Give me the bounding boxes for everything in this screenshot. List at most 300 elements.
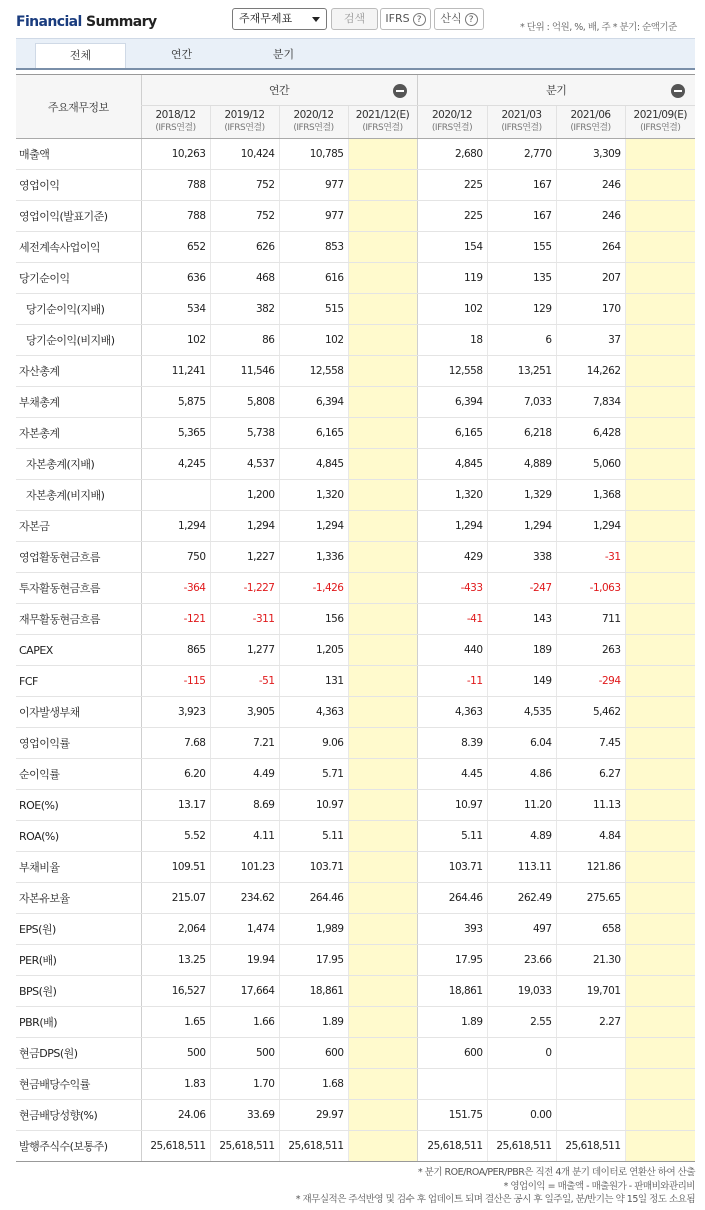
table-cell: 6,428 xyxy=(556,418,625,449)
table-cell: 0 xyxy=(487,1038,556,1069)
table-cell: 5.71 xyxy=(279,759,348,790)
row-label: EPS(원) xyxy=(16,914,141,945)
table-cell: 2.27 xyxy=(556,1007,625,1038)
table-cell: 25,618,511 xyxy=(279,1131,348,1162)
row-label: 당기순이익(비지배) xyxy=(16,325,141,356)
column-period: 2021/06 xyxy=(570,109,611,121)
table-cell: 109.51 xyxy=(141,852,210,883)
table-cell: 1,294 xyxy=(556,511,625,542)
row-label: 자본총계(비지배) xyxy=(16,480,141,511)
table-cell: -121 xyxy=(141,604,210,635)
table-cell: 6.04 xyxy=(487,728,556,759)
table-row xyxy=(16,852,695,883)
table-cell: 25,618,511 xyxy=(210,1131,279,1162)
table-cell xyxy=(348,821,417,852)
table-cell xyxy=(348,263,417,294)
table-cell: 33.69 xyxy=(210,1100,279,1131)
table-cell: 263 xyxy=(556,635,625,666)
table-cell xyxy=(625,511,695,542)
table-cell xyxy=(348,511,417,542)
table-cell: 5.11 xyxy=(279,821,348,852)
table-row xyxy=(16,356,695,387)
column-header xyxy=(625,106,695,139)
table-row xyxy=(16,945,695,976)
table-cell: -1,227 xyxy=(210,573,279,604)
table-cell: 17.95 xyxy=(417,945,487,976)
table-cell: 189 xyxy=(487,635,556,666)
table-cell xyxy=(348,1100,417,1131)
table-cell xyxy=(556,1038,625,1069)
table-cell: 1.89 xyxy=(279,1007,348,1038)
table-cell: 1,320 xyxy=(417,480,487,511)
table-cell: 1.66 xyxy=(210,1007,279,1038)
table-cell: 752 xyxy=(210,201,279,232)
row-label: ROE(%) xyxy=(16,790,141,821)
table-cell: 215.07 xyxy=(141,883,210,914)
table-cell: 151.75 xyxy=(417,1100,487,1131)
table-row xyxy=(16,1038,695,1069)
table-cell: 1.65 xyxy=(141,1007,210,1038)
table-cell xyxy=(348,976,417,1007)
table-cell: -433 xyxy=(417,573,487,604)
table-cell: 86 xyxy=(210,325,279,356)
question-icon: ? xyxy=(465,13,478,26)
table-cell xyxy=(348,852,417,883)
table-cell xyxy=(625,449,695,480)
table-cell: 468 xyxy=(210,263,279,294)
table-cell: 149 xyxy=(487,666,556,697)
table-cell: 4.11 xyxy=(210,821,279,852)
table-row xyxy=(16,635,695,666)
tab-all[interactable] xyxy=(35,43,126,70)
table-cell: 6,218 xyxy=(487,418,556,449)
table-cell: 4,845 xyxy=(417,449,487,480)
table-cell xyxy=(556,1100,625,1131)
table-cell xyxy=(625,1069,695,1100)
table-cell xyxy=(625,170,695,201)
table-cell xyxy=(348,945,417,976)
table-cell: 3,923 xyxy=(141,697,210,728)
formula-label: 산식 xyxy=(440,12,462,25)
table-cell: 11,241 xyxy=(141,356,210,387)
table-cell: 1.89 xyxy=(417,1007,487,1038)
table-cell: 19,701 xyxy=(556,976,625,1007)
footnote: * 재무실적은 주석반영 및 검수 후 업데이트 되며 결산은 공시 후 일주일, 분/반기는 약 15일 정도 소요됨 xyxy=(295,1194,695,1205)
table-cell: 19.94 xyxy=(210,945,279,976)
table-cell: 103.71 xyxy=(279,852,348,883)
column-period: 2018/12 xyxy=(155,109,196,121)
statement-type-value: 주재무제표 xyxy=(239,12,293,25)
table-cell: 600 xyxy=(417,1038,487,1069)
footnotes xyxy=(296,1166,695,1207)
summary-header xyxy=(0,0,705,38)
table-cell: 4,363 xyxy=(417,697,487,728)
statement-type-select[interactable] xyxy=(232,8,327,30)
table-cell: 7.45 xyxy=(556,728,625,759)
table-cell: 5,875 xyxy=(141,387,210,418)
table-cell xyxy=(625,480,695,511)
question-icon: ? xyxy=(413,13,426,26)
row-label: 현금DPS(원) xyxy=(16,1038,141,1069)
table-cell: 246 xyxy=(556,201,625,232)
table-cell: 1.68 xyxy=(279,1069,348,1100)
quarter-group-header xyxy=(417,75,695,106)
table-cell: -41 xyxy=(417,604,487,635)
table-cell xyxy=(487,1069,556,1100)
table-cell: 264 xyxy=(556,232,625,263)
table-row xyxy=(16,480,695,511)
row-label: BPS(원) xyxy=(16,976,141,1007)
table-cell: 977 xyxy=(279,170,348,201)
table-cell xyxy=(625,139,695,170)
table-cell: 11,546 xyxy=(210,356,279,387)
table-cell: 7,834 xyxy=(556,387,625,418)
table-row xyxy=(16,666,695,697)
table-cell xyxy=(348,418,417,449)
table-cell: 6 xyxy=(487,325,556,356)
table-cell xyxy=(625,356,695,387)
table-cell: 17,664 xyxy=(210,976,279,1007)
table-cell: 4.89 xyxy=(487,821,556,852)
table-cell xyxy=(625,852,695,883)
column-subtitle: (IFRS연결) xyxy=(224,123,265,133)
table-cell xyxy=(348,635,417,666)
table-cell xyxy=(625,1100,695,1131)
row-label: 세전계속사업이익 xyxy=(16,232,141,263)
table-cell xyxy=(625,976,695,1007)
table-cell: 1,294 xyxy=(210,511,279,542)
table-cell xyxy=(348,790,417,821)
table-cell: 4.86 xyxy=(487,759,556,790)
ifrs-help-button[interactable] xyxy=(380,8,431,30)
table-cell: 788 xyxy=(141,170,210,201)
row-label: 발행주식수(보통주) xyxy=(16,1131,141,1162)
table-cell: 500 xyxy=(210,1038,279,1069)
annual-group-header xyxy=(141,75,417,106)
table-cell: 429 xyxy=(417,542,487,573)
table-row xyxy=(16,759,695,790)
collapse-icon[interactable] xyxy=(671,84,685,98)
table-cell: 534 xyxy=(141,294,210,325)
table-cell xyxy=(417,1069,487,1100)
tab-label: 전체 xyxy=(69,49,92,62)
table-row xyxy=(16,1100,695,1131)
table-cell: 13,251 xyxy=(487,356,556,387)
row-label: CAPEX xyxy=(16,635,141,666)
column-header xyxy=(348,106,417,139)
row-label: 영업활동현금흐름 xyxy=(16,542,141,573)
row-label: 영업이익 xyxy=(16,170,141,201)
table-cell: -364 xyxy=(141,573,210,604)
table-cell: 23.66 xyxy=(487,945,556,976)
table-cell xyxy=(625,263,695,294)
table-cell xyxy=(348,759,417,790)
table-cell: 7.68 xyxy=(141,728,210,759)
table-cell: 5,808 xyxy=(210,387,279,418)
table-cell: 18 xyxy=(417,325,487,356)
table-cell: 497 xyxy=(487,914,556,945)
table-cell: 25,618,511 xyxy=(417,1131,487,1162)
collapse-icon[interactable] xyxy=(393,84,407,98)
row-label: 부채총계 xyxy=(16,387,141,418)
table-cell: 658 xyxy=(556,914,625,945)
table-cell: 102 xyxy=(417,294,487,325)
table-cell: 10.97 xyxy=(279,790,348,821)
table-cell: 652 xyxy=(141,232,210,263)
table-cell: 154 xyxy=(417,232,487,263)
column-subtitle: (IFRS연결) xyxy=(431,123,473,133)
table-row xyxy=(16,728,695,759)
table-cell xyxy=(625,759,695,790)
row-label: 이자발생부채 xyxy=(16,697,141,728)
main-label-header: 주요재무정보 xyxy=(16,75,141,139)
table-cell: 788 xyxy=(141,201,210,232)
table-cell: 2,680 xyxy=(417,139,487,170)
column-subtitle: (IFRS연결) xyxy=(570,123,611,133)
table-cell: 13.17 xyxy=(141,790,210,821)
row-label: 자본총계 xyxy=(16,418,141,449)
table-cell: 5,365 xyxy=(141,418,210,449)
table-cell: 156 xyxy=(279,604,348,635)
tab-quarterly[interactable] xyxy=(238,43,329,69)
table-cell: 10,263 xyxy=(141,139,210,170)
table-cell: 14,262 xyxy=(556,356,625,387)
table-cell: 10,785 xyxy=(279,139,348,170)
table-cell: 18,861 xyxy=(279,976,348,1007)
table-cell: 25,618,511 xyxy=(556,1131,625,1162)
table-cell: 6,165 xyxy=(279,418,348,449)
table-cell: 750 xyxy=(141,542,210,573)
table-cell: 500 xyxy=(141,1038,210,1069)
table-row xyxy=(16,790,695,821)
table-cell: 1,320 xyxy=(279,480,348,511)
table-cell: 6,394 xyxy=(417,387,487,418)
table-cell xyxy=(348,604,417,635)
table-cell: 1,474 xyxy=(210,914,279,945)
table-cell: 121.86 xyxy=(556,852,625,883)
table-cell xyxy=(625,604,695,635)
footnote: * 분기 ROE/ROA/PER/PBR은 직전 4개 분기 데이터로 연환산 하여 산출 xyxy=(417,1167,695,1178)
table-row xyxy=(16,914,695,945)
table-cell xyxy=(348,325,417,356)
table-cell xyxy=(348,573,417,604)
table-cell: 711 xyxy=(556,604,625,635)
table-cell: 853 xyxy=(279,232,348,263)
table-cell: 225 xyxy=(417,170,487,201)
table-cell: 170 xyxy=(556,294,625,325)
table-cell: 5,738 xyxy=(210,418,279,449)
table-cell: 4,537 xyxy=(210,449,279,480)
table-cell: 6.20 xyxy=(141,759,210,790)
table-cell: 626 xyxy=(210,232,279,263)
footnote: * 영업이익 = 매출액 - 매출원가 - 판매비와관리비 xyxy=(503,1180,695,1192)
table-cell: 11.20 xyxy=(487,790,556,821)
table-cell: 1,227 xyxy=(210,542,279,573)
table-row xyxy=(16,263,695,294)
table-cell: -247 xyxy=(487,573,556,604)
row-label: FCF xyxy=(16,666,141,697)
table-cell: 4,363 xyxy=(279,697,348,728)
table-cell: 225 xyxy=(417,201,487,232)
column-period: 2021/09(E) xyxy=(633,109,687,121)
table-cell xyxy=(348,449,417,480)
table-row xyxy=(16,170,695,201)
table-cell: 16,527 xyxy=(141,976,210,1007)
table-cell xyxy=(348,139,417,170)
column-subtitle: (IFRS연결) xyxy=(501,123,542,133)
table-cell: 101.23 xyxy=(210,852,279,883)
column-period: 2021/12(E) xyxy=(355,109,410,121)
table-cell: 1,329 xyxy=(487,480,556,511)
table-cell xyxy=(625,728,695,759)
table-cell: -1,063 xyxy=(556,573,625,604)
table-cell: 1,294 xyxy=(487,511,556,542)
search-button[interactable] xyxy=(331,8,378,30)
column-subtitle: (IFRS연결) xyxy=(293,123,334,133)
table-cell: 616 xyxy=(279,263,348,294)
table-cell xyxy=(348,356,417,387)
table-cell: 3,905 xyxy=(210,697,279,728)
table-cell xyxy=(625,201,695,232)
period-tab-bar xyxy=(16,38,695,68)
table-cell xyxy=(348,914,417,945)
table-cell xyxy=(348,666,417,697)
column-header xyxy=(417,106,487,139)
financial-summary-table xyxy=(16,74,695,1162)
tab-annual[interactable] xyxy=(136,43,227,69)
table-cell xyxy=(348,294,417,325)
row-label: 자본총계(지배) xyxy=(16,449,141,480)
table-cell xyxy=(625,697,695,728)
table-cell xyxy=(348,387,417,418)
table-cell: 19,033 xyxy=(487,976,556,1007)
table-cell: 6,165 xyxy=(417,418,487,449)
table-cell xyxy=(348,728,417,759)
table-cell: 5.52 xyxy=(141,821,210,852)
table-cell: 113.11 xyxy=(487,852,556,883)
table-row xyxy=(16,1069,695,1100)
table-cell: 21.30 xyxy=(556,945,625,976)
table-cell: 102 xyxy=(279,325,348,356)
table-cell: 2.55 xyxy=(487,1007,556,1038)
table-cell: 264.46 xyxy=(417,883,487,914)
table-cell xyxy=(348,480,417,511)
table-cell: 865 xyxy=(141,635,210,666)
table-cell xyxy=(348,1038,417,1069)
table-cell: 440 xyxy=(417,635,487,666)
table-cell: 10.97 xyxy=(417,790,487,821)
row-label: 투자활동현금흐름 xyxy=(16,573,141,604)
formula-help-button[interactable] xyxy=(434,8,484,30)
table-cell: 102 xyxy=(141,325,210,356)
table-cell: -294 xyxy=(556,666,625,697)
table-cell xyxy=(348,697,417,728)
table-cell: 4,535 xyxy=(487,697,556,728)
column-header xyxy=(487,106,556,139)
table-cell: -11 xyxy=(417,666,487,697)
table-cell xyxy=(625,542,695,573)
table-cell: 1.83 xyxy=(141,1069,210,1100)
table-cell xyxy=(625,1007,695,1038)
table-cell: 6.27 xyxy=(556,759,625,790)
table-row xyxy=(16,542,695,573)
table-cell: -311 xyxy=(210,604,279,635)
column-period: 2020/12 xyxy=(431,109,473,121)
table-cell: 8.39 xyxy=(417,728,487,759)
table-row xyxy=(16,883,695,914)
ifrs-label: IFRS xyxy=(385,12,410,25)
table-cell xyxy=(556,1069,625,1100)
table-cell xyxy=(348,1131,417,1162)
table-cell: 8.69 xyxy=(210,790,279,821)
table-cell xyxy=(625,1038,695,1069)
table-cell xyxy=(141,480,210,511)
column-subtitle: (IFRS연결) xyxy=(640,123,681,133)
table-cell xyxy=(348,1007,417,1038)
table-cell: 11.13 xyxy=(556,790,625,821)
table-row xyxy=(16,387,695,418)
table-cell: 5.11 xyxy=(417,821,487,852)
table-cell: 135 xyxy=(487,263,556,294)
table-cell: 3,309 xyxy=(556,139,625,170)
table-cell: 4.84 xyxy=(556,821,625,852)
table-cell: 167 xyxy=(487,201,556,232)
row-label: 부채비율 xyxy=(16,852,141,883)
tab-divider xyxy=(16,68,695,70)
table-cell: 143 xyxy=(487,604,556,635)
row-label: 당기순이익 xyxy=(16,263,141,294)
row-label: 영업이익(발표기준) xyxy=(16,201,141,232)
table-cell: 4,889 xyxy=(487,449,556,480)
table-cell: -31 xyxy=(556,542,625,573)
page-title xyxy=(16,14,156,30)
table-cell: 7.21 xyxy=(210,728,279,759)
tab-label: 연간 xyxy=(170,48,193,61)
table-cell xyxy=(625,573,695,604)
table-row xyxy=(16,294,695,325)
column-period: 2021/03 xyxy=(501,109,542,121)
table-cell: -1,426 xyxy=(279,573,348,604)
table-cell: 0.00 xyxy=(487,1100,556,1131)
table-cell: 382 xyxy=(210,294,279,325)
quarter-group-label: 분기 xyxy=(546,84,567,97)
table-cell: 167 xyxy=(487,170,556,201)
row-label: 당기순이익(지배) xyxy=(16,294,141,325)
row-label: 자산총계 xyxy=(16,356,141,387)
chevron-down-icon xyxy=(312,17,320,22)
table-cell: 2,770 xyxy=(487,139,556,170)
table-cell: 12,558 xyxy=(417,356,487,387)
column-header xyxy=(556,106,625,139)
table-cell: 119 xyxy=(417,263,487,294)
table-cell xyxy=(348,201,417,232)
table-cell: 1,989 xyxy=(279,914,348,945)
row-label: 영업이익률 xyxy=(16,728,141,759)
table-cell: 977 xyxy=(279,201,348,232)
table-cell: 10,424 xyxy=(210,139,279,170)
table-cell: 1,294 xyxy=(417,511,487,542)
table-row xyxy=(16,418,695,449)
table-cell: 12,558 xyxy=(279,356,348,387)
table-cell xyxy=(625,883,695,914)
row-label: 자본유보율 xyxy=(16,883,141,914)
row-label: 매출액 xyxy=(16,139,141,170)
row-label: 재무활동현금흐름 xyxy=(16,604,141,635)
table-cell xyxy=(625,821,695,852)
table-cell: 5,462 xyxy=(556,697,625,728)
row-label: 현금배당수익률 xyxy=(16,1069,141,1100)
table-cell: 4.45 xyxy=(417,759,487,790)
